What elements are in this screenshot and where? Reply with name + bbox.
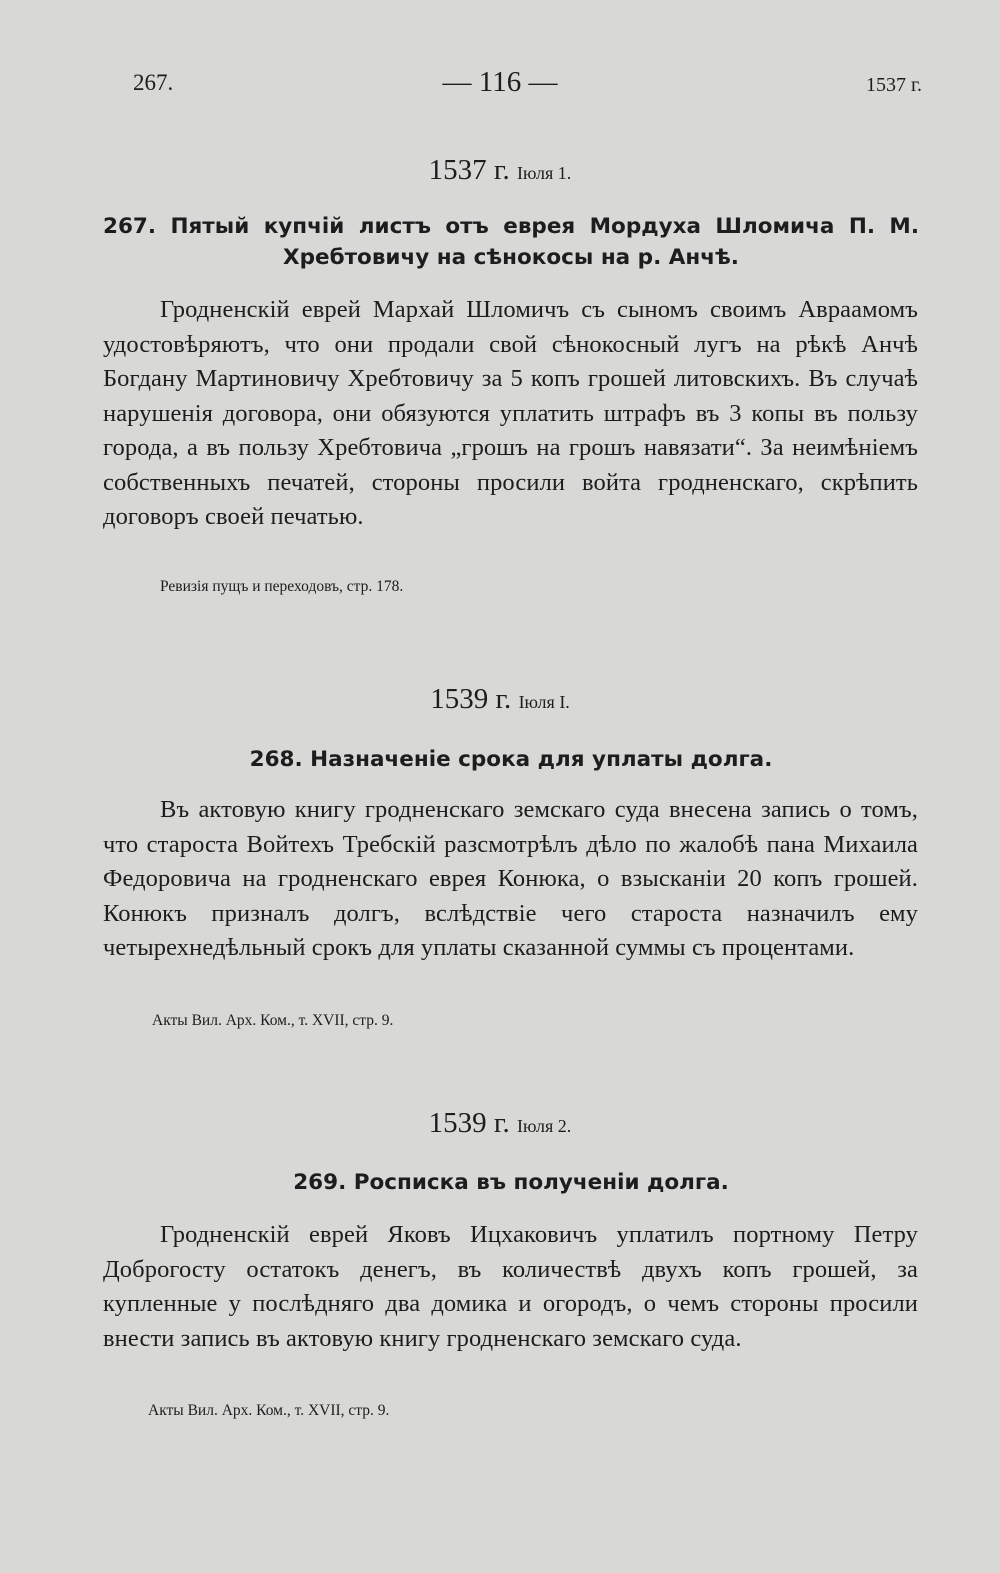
entry-title: 268. Назначеніе срока для уплаты долга. bbox=[249, 747, 773, 772]
entry-source: Акты Вил. Арх. Ком., т. XVII, стр. 9. bbox=[152, 1012, 394, 1029]
entry-date bbox=[0, 1107, 1000, 1140]
entry-source: Ревизія пущъ и переходовъ, стр. 178. bbox=[160, 578, 404, 595]
running-header bbox=[0, 66, 1000, 100]
entry-date bbox=[0, 683, 1000, 716]
entry-date-day: Іюля 2. bbox=[517, 1116, 572, 1136]
page-number: — 116 — bbox=[442, 66, 558, 98]
entry-title: 267. Пятый купчій листъ отъ еврея Мордуха Шломича П. М. Хребтовичу на сѣнокосы на р. Анчѣ. bbox=[103, 214, 919, 270]
entry-body: Въ актовую книгу гродненскаго земскаго суда внесена запись о томъ, что староста Войтехъ Требскій разсмотрѣлъ дѣло по жалобѣ пана Михаила Федоровича на гродненскаго еврея Конюка, о взысканіи 20 копъ грошей. Конюкъ призналъ долгъ, вслѣдствіе чего староста назначилъ ему четырехнедѣльный срокъ для уплаты сказанной суммы съ процентами. bbox=[103, 796, 918, 961]
entry-title: 269. Росписка въ полученіи долга. bbox=[293, 1170, 729, 1195]
entry-date-year: 1539 г. bbox=[430, 683, 512, 715]
header-entry-number: 267. bbox=[133, 70, 174, 95]
entry-source: Акты Вил. Арх. Ком., т. XVII, стр. 9. bbox=[148, 1402, 390, 1419]
entry-date-day: Іюля І. bbox=[518, 692, 570, 712]
entry-date-year: 1537 г. bbox=[428, 154, 510, 186]
entry-date bbox=[0, 154, 1000, 187]
entry-date-day: Іюля 1. bbox=[517, 163, 572, 183]
entry-date-year: 1539 г. bbox=[428, 1107, 510, 1139]
entry-body: Гродненскій еврей Мархай Шломичъ съ сыномъ своимъ Авраамомъ удостовѣряютъ, что они продали свой сѣнокосный лугъ на рѣкѣ Анчѣ Богдану Мартиновичу Хребтовичу за 5 копъ грошей литовскихъ. Въ случаѣ нарушенія договора, они обязуются уплатить штрафъ въ 3 копы въ пользу города, а въ пользу Хребтовича „грошъ на грошъ навязати“. За неимѣніемъ собственныхъ печатей, стороны просили войта гродненскаго, скрѣпить договоръ своей печатью. bbox=[103, 296, 918, 530]
header-year: 1537 г. bbox=[866, 74, 922, 96]
entry-body: Гродненскій еврей Яковъ Ицхаковичъ уплатилъ портному Петру Доброгосту остатокъ денегъ, въ количествѣ двухъ копъ грошей, за купленные у послѣдняго два домика и огородъ, о чемъ стороны просили внести запись въ актовую книгу гродненскаго земскаго суда. bbox=[103, 1221, 918, 1352]
